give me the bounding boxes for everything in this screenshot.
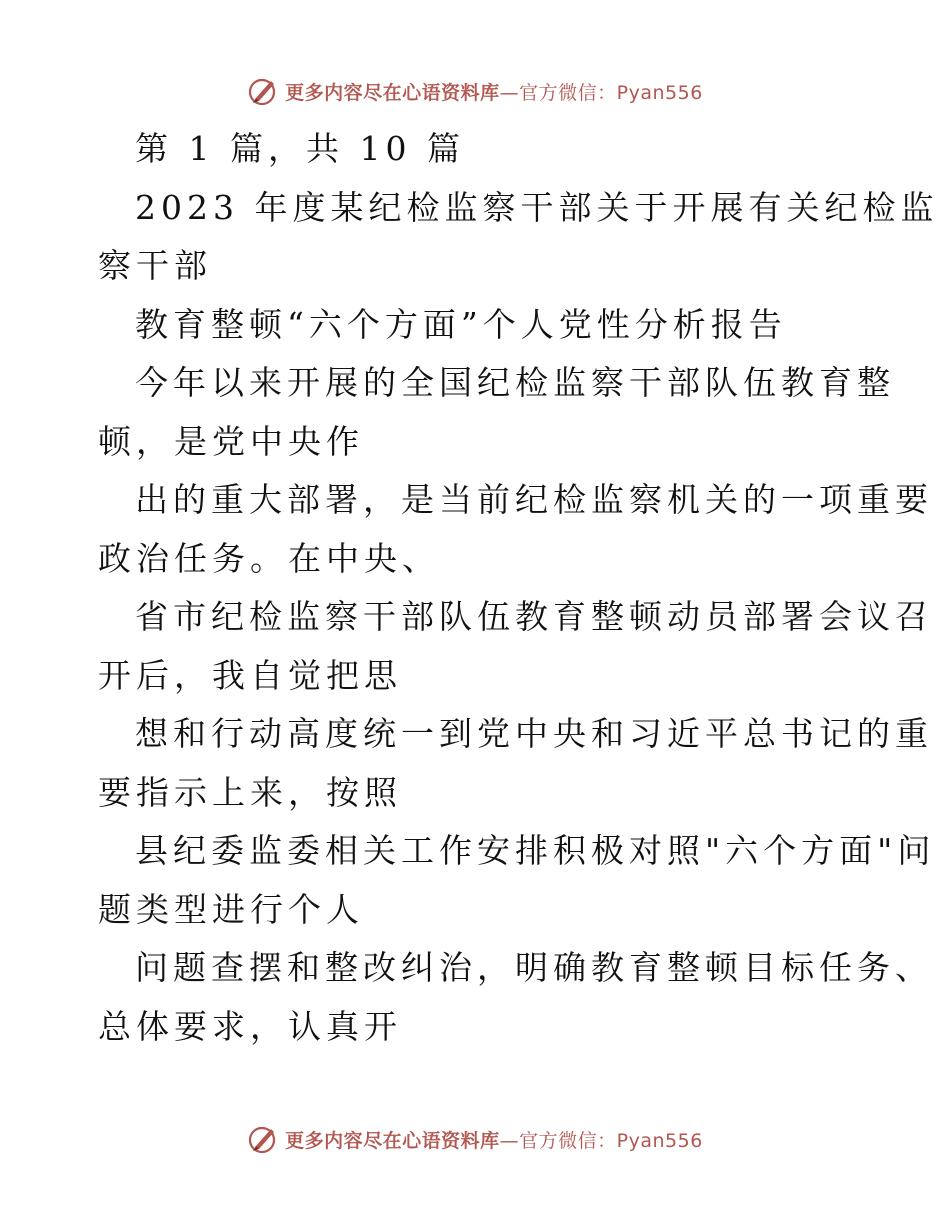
text-line: 总体要求，认真开 — [98, 1006, 402, 1046]
text-line: 想和行动高度统一到党中央和习近平总书记的重 — [135, 714, 933, 753]
watermark-brand: 更多内容尽在心语资料库 — [285, 1129, 500, 1152]
watermark-text — [285, 1126, 703, 1153]
watermark-contact: —官方微信：Pyan556 — [499, 1129, 703, 1152]
text-line: 题类型进行个人 — [98, 889, 364, 929]
text-line: 省市纪检监察干部队伍教育整顿动员部署会议召 — [135, 597, 933, 636]
text-line: 2023 年度某纪检监察干部关于开展有关纪检监 — [135, 187, 939, 227]
text-line: 教育整顿“六个方面”个人党性分析报告 — [135, 304, 787, 344]
text-line: 今年以来开展的全国纪检监察干部队伍教育整 — [135, 363, 895, 402]
quill-pen-logo-icon — [247, 75, 279, 107]
watermark-contact: —官方微信：Pyan556 — [499, 81, 703, 104]
header-watermark-banner — [0, 71, 950, 111]
text-line: 第 1 篇，共 10 篇 — [135, 129, 465, 168]
watermark-brand: 更多内容尽在心语资料库 — [285, 81, 500, 104]
text-line: 问题查摆和整改纠治，明确教育整顿目标任务、 — [135, 948, 933, 987]
text-line: 政治任务。在中央、 — [98, 538, 440, 578]
text-line: 顿，是党中央作 — [98, 421, 364, 461]
quill-pen-logo-icon — [247, 1123, 279, 1155]
text-line: 要指示上来，按照 — [98, 772, 402, 812]
document-body — [98, 120, 939, 1056]
text-line: 开后，我自觉把思 — [98, 655, 402, 695]
text-line: 县纪委监委相关工作安排积极对照"六个方面"问 — [135, 831, 936, 870]
watermark-text — [285, 78, 703, 105]
footer-watermark-banner — [0, 1119, 950, 1159]
text-line: 察干部 — [98, 246, 212, 285]
text-line: 出的重大部署，是当前纪检监察机关的一项重要 — [135, 480, 933, 519]
